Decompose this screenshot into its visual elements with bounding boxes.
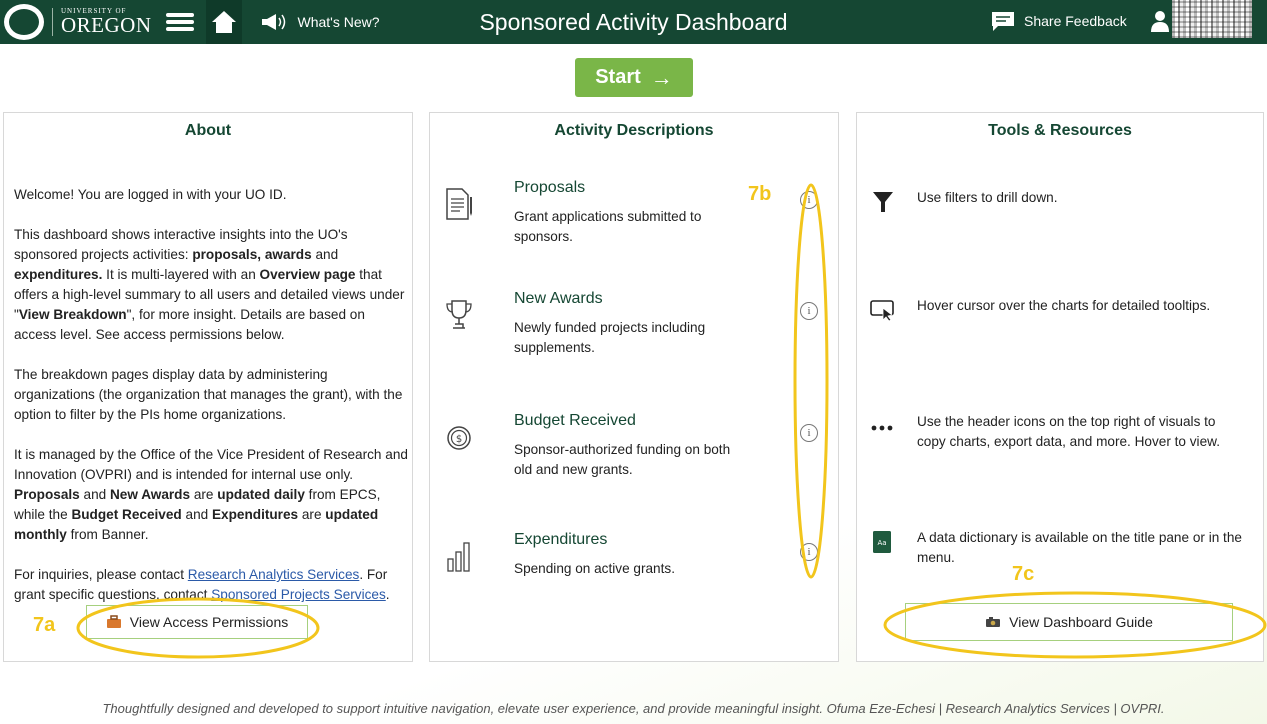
- permissions-label: View Access Permissions: [129, 614, 289, 630]
- text-run: It is managed by the Office of the Vice President of Research and Innovation (OVPRI) and is intended for internal use only.: [14, 447, 408, 482]
- tool-text: Use the header icons on the top right of visuals to copy charts, export data, and more. Hover to view.: [917, 414, 1220, 449]
- activity-name: Expenditures: [514, 531, 608, 548]
- text-bold: Expenditures: [211, 507, 299, 522]
- feedback-icon: [990, 10, 1016, 32]
- activity-name: Proposals: [514, 179, 586, 196]
- footer-credits: Thoughtfully designed and developed to support intuitive navigation, elevate user experience, and provide meaningful insight. Ofuma Eze-Echesi | Research Analytics Services | OVPRI.: [102, 701, 1165, 716]
- info-icon[interactable]: i: [800, 543, 818, 561]
- activity-description: Spending on active grants.: [514, 561, 675, 576]
- activity-item-new-awards: [440, 290, 830, 370]
- briefcase-icon: [106, 615, 122, 629]
- share-feedback-button[interactable]: [990, 10, 1127, 32]
- text-run: that offers a high-level summary to all users and detailed views under ": [14, 267, 405, 322]
- activity-item-budget-received: [440, 412, 830, 492]
- qr-code-icon: [1172, 0, 1252, 38]
- activity-item-expenditures: [440, 531, 830, 611]
- annotation-label-7b: 7b: [748, 183, 772, 205]
- activity-description: Sponsor-authorized funding on both old and new grants.: [514, 442, 731, 477]
- info-icon[interactable]: i: [800, 302, 818, 320]
- share-feedback-label: Share Feedback: [1024, 13, 1127, 29]
- text-run: from EPCS, while the: [14, 487, 381, 522]
- activities-heading: Activity Descriptions: [554, 122, 714, 139]
- about-body: [14, 185, 409, 625]
- logo-wordmark: [52, 8, 152, 36]
- svg-text:$: $: [455, 434, 463, 445]
- tools-resources-panel: [856, 112, 1264, 662]
- top-navigation-bar: [0, 0, 1267, 44]
- text-run: It is multi-layered with an: [102, 267, 260, 282]
- text-bold: Overview page: [259, 267, 356, 282]
- megaphone-icon: [260, 12, 290, 32]
- view-access-permissions-button[interactable]: [86, 605, 308, 639]
- annotation-label-7c: 7c: [1012, 563, 1035, 585]
- home-icon[interactable]: [206, 0, 242, 44]
- about-paragraph-breakdown: The breakdown pages display data by administering organizations (the organization that manages the grant), with the option to filter by the PIs home organizations.: [14, 367, 403, 422]
- info-icon[interactable]: i: [800, 424, 818, 442]
- text-bold: View Breakdown: [18, 307, 127, 322]
- ellipsis-icon: [869, 414, 897, 438]
- text-bold: proposals, awards: [192, 247, 312, 262]
- text-run: ", for more insight. Details are based on access level. See access permissions below.: [14, 307, 365, 342]
- text-bold: Budget Received: [71, 507, 182, 522]
- text-run: For inquiries, please contact: [14, 567, 188, 582]
- tooltip-icon: [869, 298, 897, 322]
- dashboard-title: Sponsored Activity Dashboard: [479, 9, 788, 35]
- activity-item-proposals: [440, 179, 830, 259]
- about-panel: [3, 112, 413, 662]
- start-label: Start: [595, 66, 641, 88]
- document-icon: [444, 187, 474, 221]
- o-logo-icon: [4, 4, 44, 40]
- dictionary-icon: [869, 530, 897, 554]
- text-run: .: [385, 587, 390, 602]
- tool-text: Hover cursor over the charts for detailed tooltips.: [917, 298, 1211, 313]
- about-paragraph-contact: [14, 565, 409, 605]
- text-run: and: [181, 507, 212, 522]
- about-paragraph-management: [14, 445, 409, 545]
- guide-label: View Dashboard Guide: [1009, 614, 1153, 630]
- text-run: are: [190, 487, 218, 502]
- bar-chart-icon: [444, 539, 474, 573]
- university-logo[interactable]: [4, 0, 152, 44]
- svg-text:Aa: Aa: [877, 539, 887, 547]
- text-run: This dashboard shows interactive insights into the UO's sponsored projects activities:: [14, 227, 348, 262]
- user-profile-icon[interactable]: [1150, 10, 1170, 37]
- filter-icon: [869, 190, 897, 214]
- text-run: from Banner.: [66, 527, 149, 542]
- coin-icon: [444, 420, 474, 454]
- about-paragraph-overview: [14, 225, 409, 345]
- whats-new-button[interactable]: [260, 12, 380, 32]
- tools-heading: Tools & Resources: [988, 122, 1132, 139]
- hamburger-menu-icon[interactable]: [164, 7, 196, 37]
- logo-small-text: UNIVERSITY OF: [61, 7, 127, 15]
- tool-text: A data dictionary is available on the title pane or in the menu.: [917, 530, 1242, 565]
- activity-description: Newly funded projects including supplements.: [514, 320, 706, 355]
- activity-description: Grant applications submitted to sponsors.: [514, 209, 702, 244]
- about-heading: About: [184, 122, 232, 139]
- arrow-right-icon: →: [650, 64, 673, 90]
- text-run: are: [298, 507, 326, 522]
- start-button[interactable]: [575, 58, 693, 97]
- welcome-text: Welcome! You are logged in with your UO ID.: [14, 187, 287, 202]
- activity-descriptions-panel: [429, 112, 839, 662]
- research-analytics-link[interactable]: Research Analytics Services: [187, 567, 360, 582]
- info-icon[interactable]: i: [800, 191, 818, 209]
- annotation-label-7a: 7a: [33, 614, 56, 636]
- text-run: and: [79, 487, 110, 502]
- text-bold: expenditures.: [14, 267, 103, 282]
- whats-new-label: What's New?: [297, 14, 380, 30]
- sponsored-projects-link[interactable]: Sponsored Projects Services: [211, 587, 386, 602]
- trophy-icon: [444, 298, 474, 332]
- activity-name: Budget Received: [514, 412, 636, 429]
- text-run: and: [311, 247, 339, 262]
- text-bold: Proposals: [14, 487, 80, 502]
- text-bold: New Awards: [109, 487, 191, 502]
- text-bold: updated daily: [217, 487, 305, 502]
- activity-name: New Awards: [514, 290, 603, 307]
- text-run: . For grant specific questions, contact: [14, 567, 388, 602]
- text-bold: updated monthly: [14, 507, 379, 542]
- tool-text: Use filters to drill down.: [917, 190, 1058, 205]
- logo-big-text: OREGON: [61, 13, 152, 37]
- camera-icon: [985, 616, 1001, 628]
- view-dashboard-guide-button[interactable]: [905, 603, 1233, 641]
